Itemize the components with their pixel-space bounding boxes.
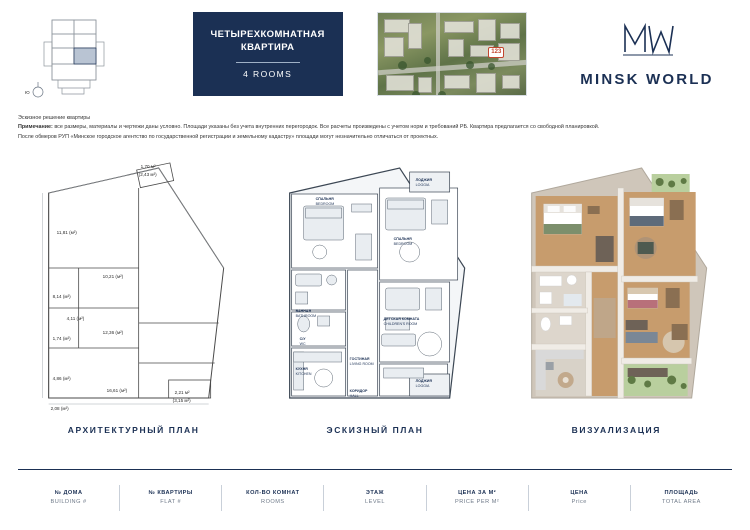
room-label: HALL xyxy=(349,394,359,399)
room-label: СПАЛЬНЯ xyxy=(315,197,335,202)
footer-label-en: BUILDING # xyxy=(50,499,87,505)
footer-label-en: PRICE PER М² xyxy=(455,499,500,505)
area-label: 12,36 (м²) xyxy=(102,330,124,336)
sketch-plan-column xyxy=(259,148,490,442)
note-line-1: Эскизное решение квартиры xyxy=(18,115,91,121)
notes-block xyxy=(0,110,750,142)
note-label: Примечание: xyxy=(18,124,53,131)
footer-divider xyxy=(18,469,732,470)
area-label: (2,43 м²) xyxy=(138,172,157,178)
room-label: ВАННАЯ xyxy=(295,309,312,314)
area-label: 8,14 (м²) xyxy=(52,294,71,300)
note-line-2: все размеры, материалы и чертежи даны условно. Площади указаны без учета внутренних перегородок. Все расчеты произведены с учетом норм и требований РБ. Квартира предлагается со свободной планировкой. xyxy=(52,124,600,131)
header xyxy=(0,0,750,110)
room-label: ЛОДЖИЯ xyxy=(415,379,433,384)
room-label: KITCHEN xyxy=(295,372,312,377)
architectural-plan-column xyxy=(18,148,249,442)
visualization-render xyxy=(501,148,732,423)
footer-label-ru: № КВАРТИРЫ xyxy=(148,490,193,497)
room-label: СПАЛЬНЯ xyxy=(393,237,413,242)
room-label: LOGGIA xyxy=(415,183,430,188)
room-label: КОРИДОР xyxy=(349,389,368,394)
room-label: ДЕТСКАЯ КОМНАТА xyxy=(383,317,420,322)
footer-cell-price xyxy=(529,489,630,507)
title-line-3: 4 ROOMS xyxy=(243,68,293,79)
room-label: BEDROOM xyxy=(393,242,413,247)
room-label: С/У xyxy=(299,337,306,342)
footer-cell-total-area xyxy=(631,489,732,507)
footer-label-ru: ЦЕНА ЗА М² xyxy=(458,490,497,497)
area-label: 2,21 м² xyxy=(174,390,190,396)
room-label: LOGGIA xyxy=(415,384,430,389)
footer-label-en: TOTAL AREA xyxy=(662,499,701,505)
aerial-photo xyxy=(377,12,527,96)
note-line-3: После обмеров РУП «Минское городское агентство по государственной регистрации и земельному кадастру» площади могут незначительно отличаться от проектных. xyxy=(18,133,439,140)
area-label: 4,86 (м²) xyxy=(52,376,71,382)
building-key-plan xyxy=(18,12,158,104)
plans-row xyxy=(0,142,750,442)
brand-name: MINSK WORLD xyxy=(580,71,714,88)
room-label: CHILDREN'S ROOM xyxy=(383,322,418,327)
area-label: 2,08 (м²) xyxy=(50,406,69,412)
mw-monogram-icon xyxy=(619,18,675,63)
footer-cell-flat xyxy=(120,489,221,507)
area-label: 1,70 м² xyxy=(140,164,156,170)
brand-logo xyxy=(562,12,732,88)
room-label: ЛОДЖИЯ xyxy=(415,178,433,183)
compass-label: Ю xyxy=(25,90,30,95)
location-marker: 123 xyxy=(488,47,504,58)
title-card xyxy=(193,12,343,96)
area-label: (3,15 м²) xyxy=(172,398,191,404)
footer-cell-building xyxy=(18,489,119,507)
area-label: 10,21 (м²) xyxy=(102,274,124,280)
visualization-column xyxy=(501,148,732,442)
title-line-1: ЧЕТЫРЕХКОМНАТНАЯ xyxy=(210,29,325,41)
room-label: КУХНЯ xyxy=(295,367,309,372)
title-line-2: КВАРТИРА xyxy=(240,42,295,53)
footer-label-ru: ПЛОЩАДЬ xyxy=(664,490,699,497)
footer xyxy=(18,476,732,520)
architectural-plan-caption: АРХИТЕКТУРНЫЙ ПЛАН xyxy=(67,425,200,436)
area-label: 4,11 (м²) xyxy=(66,316,85,322)
room-label: WC xyxy=(299,342,306,347)
footer-label-en: ROOMS xyxy=(261,499,285,505)
footer-cell-level xyxy=(324,489,425,507)
footer-label-en: LEVEL xyxy=(365,499,385,505)
sketch-plan-caption: ЭСКИЗНЫЙ ПЛАН xyxy=(326,425,424,436)
footer-label-en: Price xyxy=(571,499,587,505)
room-label: BATHROOM xyxy=(295,314,317,319)
room-label: ГОСТИНАЯ xyxy=(349,357,370,362)
room-label: LIVING ROOM xyxy=(349,362,374,367)
architectural-plan xyxy=(18,148,249,423)
sketch-plan xyxy=(259,148,490,423)
footer-label-en: FLAT # xyxy=(160,499,182,505)
footer-label-ru: ЭТАЖ xyxy=(365,490,385,497)
room-label: BEDROOM xyxy=(315,202,335,207)
footer-cell-rooms xyxy=(222,489,323,507)
footer-label-ru: КОЛ-ВО КОМНАТ xyxy=(246,490,300,497)
footer-label-ru: ЦЕНА xyxy=(570,490,589,497)
area-label: 11,81 (м²) xyxy=(56,230,77,236)
area-label: 16,61 (м²) xyxy=(106,388,128,394)
footer-cell-price-per-m2 xyxy=(427,489,528,507)
visualization-caption: ВИЗУАЛИЗАЦИЯ xyxy=(571,425,661,436)
footer-label-ru: № ДОМА xyxy=(54,490,83,497)
area-label: 1,74 (м²) xyxy=(52,336,71,342)
title-divider xyxy=(236,62,300,63)
